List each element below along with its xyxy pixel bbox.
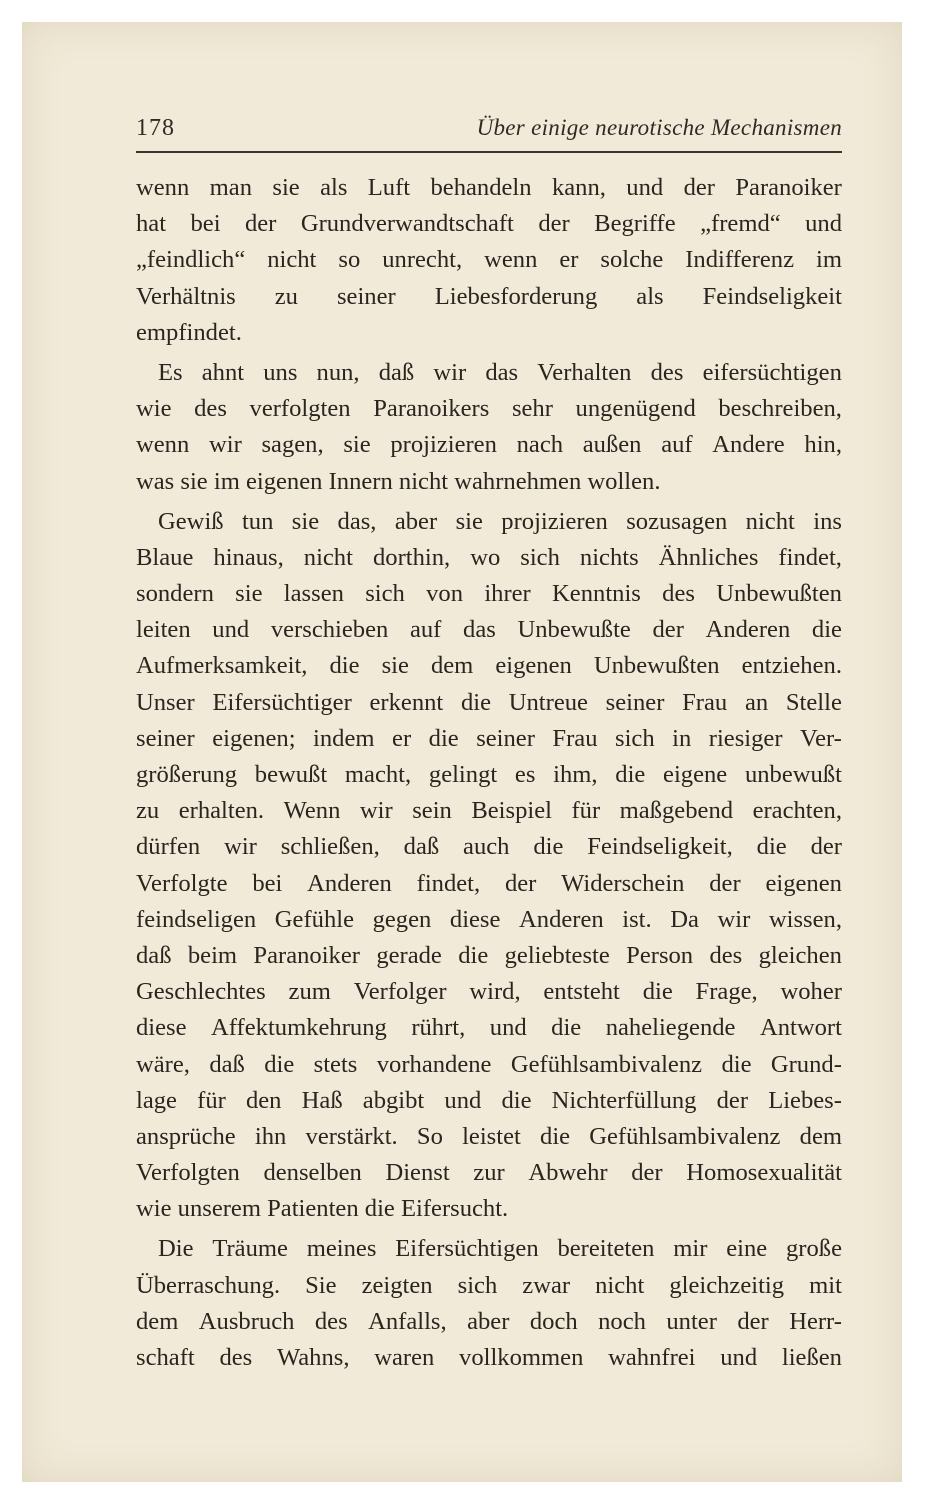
- text-line: was sie im eigenen Innern nicht wahrnehmen wollen.: [136, 467, 661, 495]
- paragraph-1: [136, 170, 842, 351]
- paragraph-4: [136, 1231, 842, 1376]
- text-line: Gewiß tun sie das, aber sie projizieren sozusagen nicht ins: [158, 507, 842, 535]
- text-line: wie unserem Patienten die Eifersucht.: [136, 1195, 509, 1223]
- text-line: wenn wir sagen, sie projizieren nach außen auf Andere hin,: [136, 431, 842, 459]
- text-line: Aufmerksamkeit, die sie dem eigenen Unbewußten entziehen.: [136, 652, 842, 680]
- text-line: Geschlechtes zum Verfolger wird, entsteht die Frage, woher: [136, 978, 842, 1006]
- text-line: lage für den Haß abgibt und die Nichterfüllung der Liebes-: [136, 1086, 842, 1114]
- text-line: Verfolgte bei Anderen findet, der Widerschein der eigenen: [136, 869, 842, 897]
- page-header: [136, 113, 842, 153]
- text-line: dem Ausbruch des Anfalls, aber doch noch unter der Herr-: [136, 1307, 842, 1335]
- text-line: dürfen wir schließen, daß auch die Feindseligkeit, die der: [136, 833, 842, 861]
- running-title: Über einige neurotische Mechanismen: [476, 115, 842, 140]
- text-line: ansprüche ihn verstärkt. So leistet die Gefühlsambivalenz dem: [136, 1122, 842, 1150]
- text-line: Unser Eifersüchtiger erkennt die Untreue seiner Frau an Stelle: [136, 688, 842, 716]
- text-line: seiner eigenen; indem er die seiner Frau sich in riesiger Ver-: [136, 724, 842, 752]
- text-line: Die Träume meines Eifersüchtigen bereiteten mir eine große: [158, 1235, 842, 1263]
- text-line: diese Affektumkehrung rührt, und die naheliegende Antwort: [136, 1014, 842, 1042]
- text-line: Verhältnis zu seiner Liebesforderung als Feindseligkeit: [136, 282, 842, 310]
- text-line: Überraschung. Sie zeigten sich zwar nicht gleichzeitig mit: [136, 1271, 842, 1299]
- paragraph-3: [136, 504, 842, 1228]
- body-text: [136, 170, 842, 1376]
- text-line: schaft des Wahns, waren vollkommen wahnfrei und ließen: [136, 1344, 842, 1371]
- text-line: wie des verfolgten Paranoikers sehr ungenügend beschreiben,: [136, 395, 842, 423]
- page-number: 178: [136, 115, 175, 141]
- text-line: hat bei der Grundverwandtschaft der Begriffe „fremd“ und: [136, 210, 842, 238]
- text-line: Es ahnt uns nun, daß wir das Verhalten des eifersüchtigen: [158, 358, 842, 386]
- text-line: empfindet.: [136, 318, 242, 346]
- text-line: daß beim Paranoiker gerade die geliebteste Person des gleichen: [136, 941, 842, 969]
- text-line: zu erhalten. Wenn wir sein Beispiel für maßgebend erachten,: [136, 797, 842, 825]
- text-line: größerung bewußt macht, gelingt es ihm, die eigene unbewußt: [136, 761, 842, 788]
- text-line: Blaue hinaus, nicht dorthin, wo sich nichts Ähnliches findet,: [136, 543, 842, 571]
- text-line: wäre, daß die stets vorhandene Gefühlsambivalenz die Grund-: [136, 1050, 842, 1078]
- text-line: feindseligen Gefühle gegen diese Anderen ist. Da wir wissen,: [136, 905, 842, 933]
- paragraph-2: [136, 355, 842, 500]
- text-line: wenn man sie als Luft behandeln kann, und der Paranoiker: [136, 174, 842, 201]
- text-line: sondern sie lassen sich von ihrer Kenntnis des Unbewußten: [136, 580, 842, 608]
- text-line: „feindlich“ nicht so unrecht, wenn er solche Indifferenz im: [136, 246, 842, 274]
- text-line: leiten und verschieben auf das Unbewußte der Anderen die: [136, 616, 842, 644]
- text-line: Verfolgten denselben Dienst zur Abwehr der Homosexualität: [136, 1159, 842, 1187]
